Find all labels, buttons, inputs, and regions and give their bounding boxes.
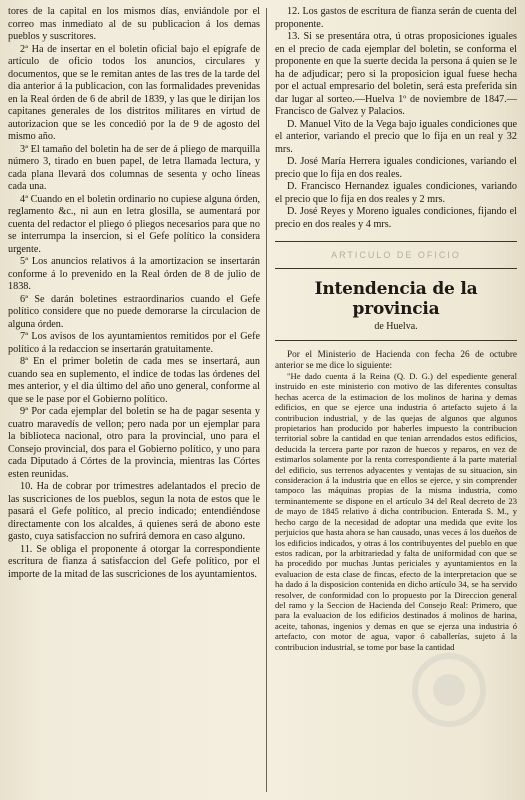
paragraph-condition-4: 4ª Cuando en el boletin ordinario no cupiese alguna órden, reglamento &c., ni aun en letra glosilla, se aumentará por cuenta del redactor el pliego ó pliegos necesarios para que no se interrumpa la insercion, si el Gefe político la considera urgente.: [8, 193, 260, 255]
paragraph-bid-hernandez: D. Francisco Hernandez iguales condiciones, variando el precio que lo fija en dos reales y 2 mrs.: [275, 181, 517, 205]
paragraph-condition-8: 8ª En el primer boletin de cada mes se insertará, aun cuando sea en suplemento, el indice de todas las órdenes del mes anterior, y el dia último del año uno general, conforme al que se le pase por el Gobierno político.: [8, 356, 260, 405]
paragraph-condition-6: 6ª Se darán boletines estraordinarios cuando el Gefe político considere que no puede demorarse la circulacion de alguna órden.: [8, 293, 260, 330]
paragraph-bid-herrera: D. José María Herrera iguales condiciones, variando el precio que lo fija en dos reales.: [275, 156, 517, 180]
paragraph-condition-7: 7ª Los avisos de los ayuntamientos remitidos por el Gefe político á la redaccion se insertarán gratuitamente.: [8, 331, 260, 355]
paragraph-condition-11: 11. Se obliga el proponente á otorgar la correspondiente escritura de fianza á satisfaccion del Gefe político, por el importe de la mitad de las suscriciones de los ayuntamientos.: [8, 543, 260, 580]
heading-rule: [275, 340, 517, 341]
paragraph-condition-5: 5ª Los anuncios relativos á la amortizacion se insertarán conforme á lo prevenido en la Real órden de 8 de julio de 1838.: [8, 256, 260, 292]
intro-paragraph: Por el Ministerio de Hacienda con fecha 26 de octubre anterior se me dice lo siguiente:: [275, 349, 517, 370]
section-subheading: de Huelva.: [374, 321, 418, 332]
section-stamp-text: ARTICULO DE OFICIO: [331, 250, 461, 260]
paragraph-bid-vito: D. Manuel Vito de la Vega bajo iguales condiciones que el anterior, variando el precio que lo fija en un real y 32 mrs.: [275, 118, 517, 155]
paragraph-condition-10: 10. Ha de cobrar por trimestres adelantados el precio de las suscriciones de los pueblos, segun la nota de estos que le pasará el Gefe político, al precio indicado; entendiéndose directamente con los alcaldes, á quienes será de abono este gasto, cuya satisfaccion no sufrirá demora en caso alguno.: [8, 481, 260, 542]
paragraph-condition-13: 13. Si se presentára otra, ú otras proposiciones iguales en el precio de cada ejemplar del boletin, se conforma el proponente en que la suerte decida la persona á quien se le ha de adjudicar; pero si la proposicion igual fuese hecha por el actual empresario del boletin, será esta preferida sin dar lugar al sorteo.—Huelva 1º de noviembre de 1847.—Francisco de Galvez y Palacios.: [275, 31, 517, 117]
paragraph-condition-2: 2ª Ha de insertar en el boletin oficial bajo el epígrafe de artículo de oficio todos los anuncios, circulares y documentos, que se le remitan antes de las tres de la tarde del dia anterior á la publicacion, con las formalidades prevenidas en la Real órden de 6 de abril de 1839, y las que le dirijan los capitanes generales de los distritos militares en virtud de autorizacion que se les concedió por la de 9 de agosto del mismo año.: [8, 43, 260, 142]
section-heading: Intendencia de la provincia: [314, 279, 478, 319]
paragraph-condition-3: 3ª El tamaño del boletin ha de ser de á pliego de marquilla número 3, tirado en buen papel, de letra llamada lectura, y cada plana llevará dos columnas de sesenta y ocho líneas cada una.: [8, 143, 260, 192]
library-watermark-icon: [389, 650, 509, 730]
body-paragraph: "He dado cuenta á la Reina (Q. D. G.) del espediente general instruido en este ministerio con motivo de las diferentes consultas hechas acerca de la estimacion de los molinos de harina y demas edificios, en que se ejerce una industria ó artefacto sujeto á la contribucion industrial, y de las quejas de algunos que algunos propietarios han producido por haberles impuesto la contribucion territorial sobre la cantidad en que tenian arrendados estos edificios, deducida la tercera parte por razon de huecos y reparos, en vez de estimarlos solamente por la renta correspondiente á la parte material del edificio, sus terrenos adyacentes y ventajas de su situacion, sin consideracion á la industria que en ellos se ejerce, y sin comprender tampoco las máquinas propias de la misma industria, como terminantemente se dispone en el artículo 34 del Real decreto de 23 de mayo de 1845 relativo á dicha contribucion. Enterada S. M., y hecho cargo de la necesidad de adoptar una medida que evite los perjuicios que hasta ahora se han causado, unas veces á los dueños de los edificios indicados, y otras á los contribuyentes del pueblo en que estos radican, por la arbitrariedad y falta de uniformidad con que se ha procedido por muchas Juntas periciales y ayuntamientos en la evaluacion de esta clase de fincas, efecto de la interpretacion que se ha dado á la disposicion contenida en dicho artículo 34, se ha servido resolver, de conformidad con lo propuesto por la Direccion general del ramo y la Seccion de Hacienda del Consejo Real: Primero, que para la evaluacion de los edificios destinados á molinos de harina, aceite, tahonas, ingenios y demas en que se ejerza una industria ó artefacto, con motor de agua, vapor ó caballerías, sujeto á la contribucion industrial, se tome por base la cantidad: [275, 371, 517, 652]
paragraph-condition-9: 9ª Por cada ejemplar del boletin se ha de pagar sesenta y cuatro maravedís de vellon; pero nada por un ejemplar para la biblioteca nacional, otro para la provincial, uno para el Consejo provincial, dos para el Gobierno político, y uno para cada Diputado á Córtes de la provincia, mientras las Córtes esten reunidas.: [8, 406, 260, 480]
left-column: [8, 6, 260, 581]
paragraph-bid-reyes: D. José Reyes y Moreno iguales condiciones, fijando el precio en dos reales y 4 mrs.: [275, 206, 517, 230]
right-column: [275, 6, 517, 652]
paragraph-condition-12: 12. Los gastos de escritura de fianza serán de cuenta del proponente.: [275, 6, 517, 30]
paragraph-continuation: tores de la capital en los mismos días, enviándole por el correo mas inmediato al de su publicacion á los demas pueblos y suscritores.: [8, 6, 260, 42]
column-divider: [266, 8, 267, 792]
section-stamp-band: [275, 241, 517, 269]
